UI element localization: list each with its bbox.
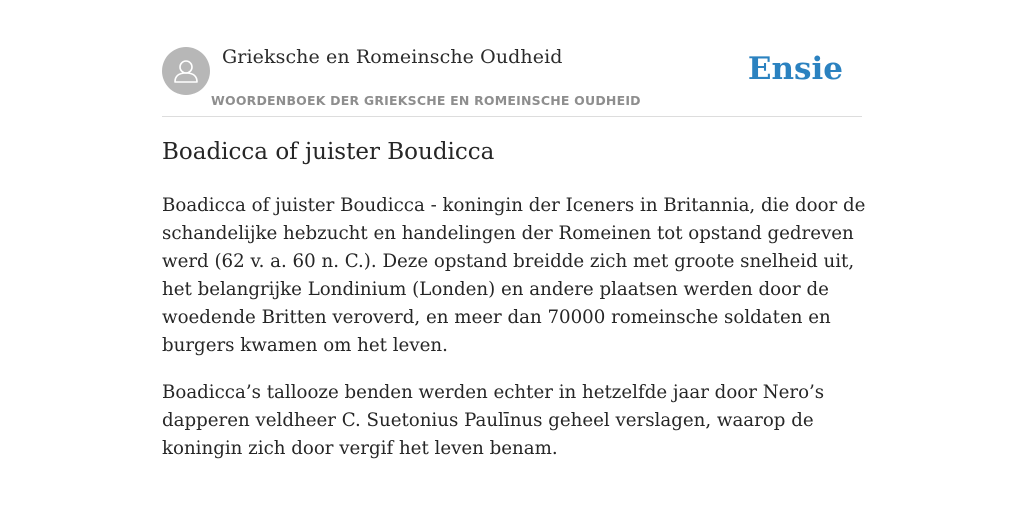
entry-title: Boadicca of juister Boudicca xyxy=(162,139,495,165)
entry-header xyxy=(162,0,862,117)
dictionary-subtitle[interactable]: WOORDENBOEK DER GRIEKSCHE EN ROMEINSCHE OUDHEID xyxy=(211,93,641,108)
entry-card xyxy=(162,0,866,459)
user-icon xyxy=(162,47,210,95)
author-name[interactable]: Grieksche en Romeinsche Oudheid xyxy=(222,46,563,68)
entry-content xyxy=(162,192,867,482)
ensie-logo[interactable]: Ensie xyxy=(747,51,843,87)
entry-paragraph: Boadicca’s tallooze benden werden echter in hetzelfde jaar door Nero’s dapperen veldheer C. Suetonius Paulīnus geheel verslagen, waarop de koningin zich door vergif het leven benam. xyxy=(162,382,825,459)
entry-paragraph: Boadicca of juister Boudicca - koningin der Iceners in Britannia, die door de schandelijke hebzucht en handelingen der Romeinen tot opstand gedreven werd (62 v. a. 60 n. C.). Deze opstand breidde zich met groote snelheid uit, het belangrijke Londinium (Londen) en andere plaatsen werden door de woedende Britten veroverd, en meer dan 70000 romeinsche soldaten en burgers kwamen om het leven. xyxy=(162,195,866,356)
author-avatar[interactable] xyxy=(162,47,210,95)
